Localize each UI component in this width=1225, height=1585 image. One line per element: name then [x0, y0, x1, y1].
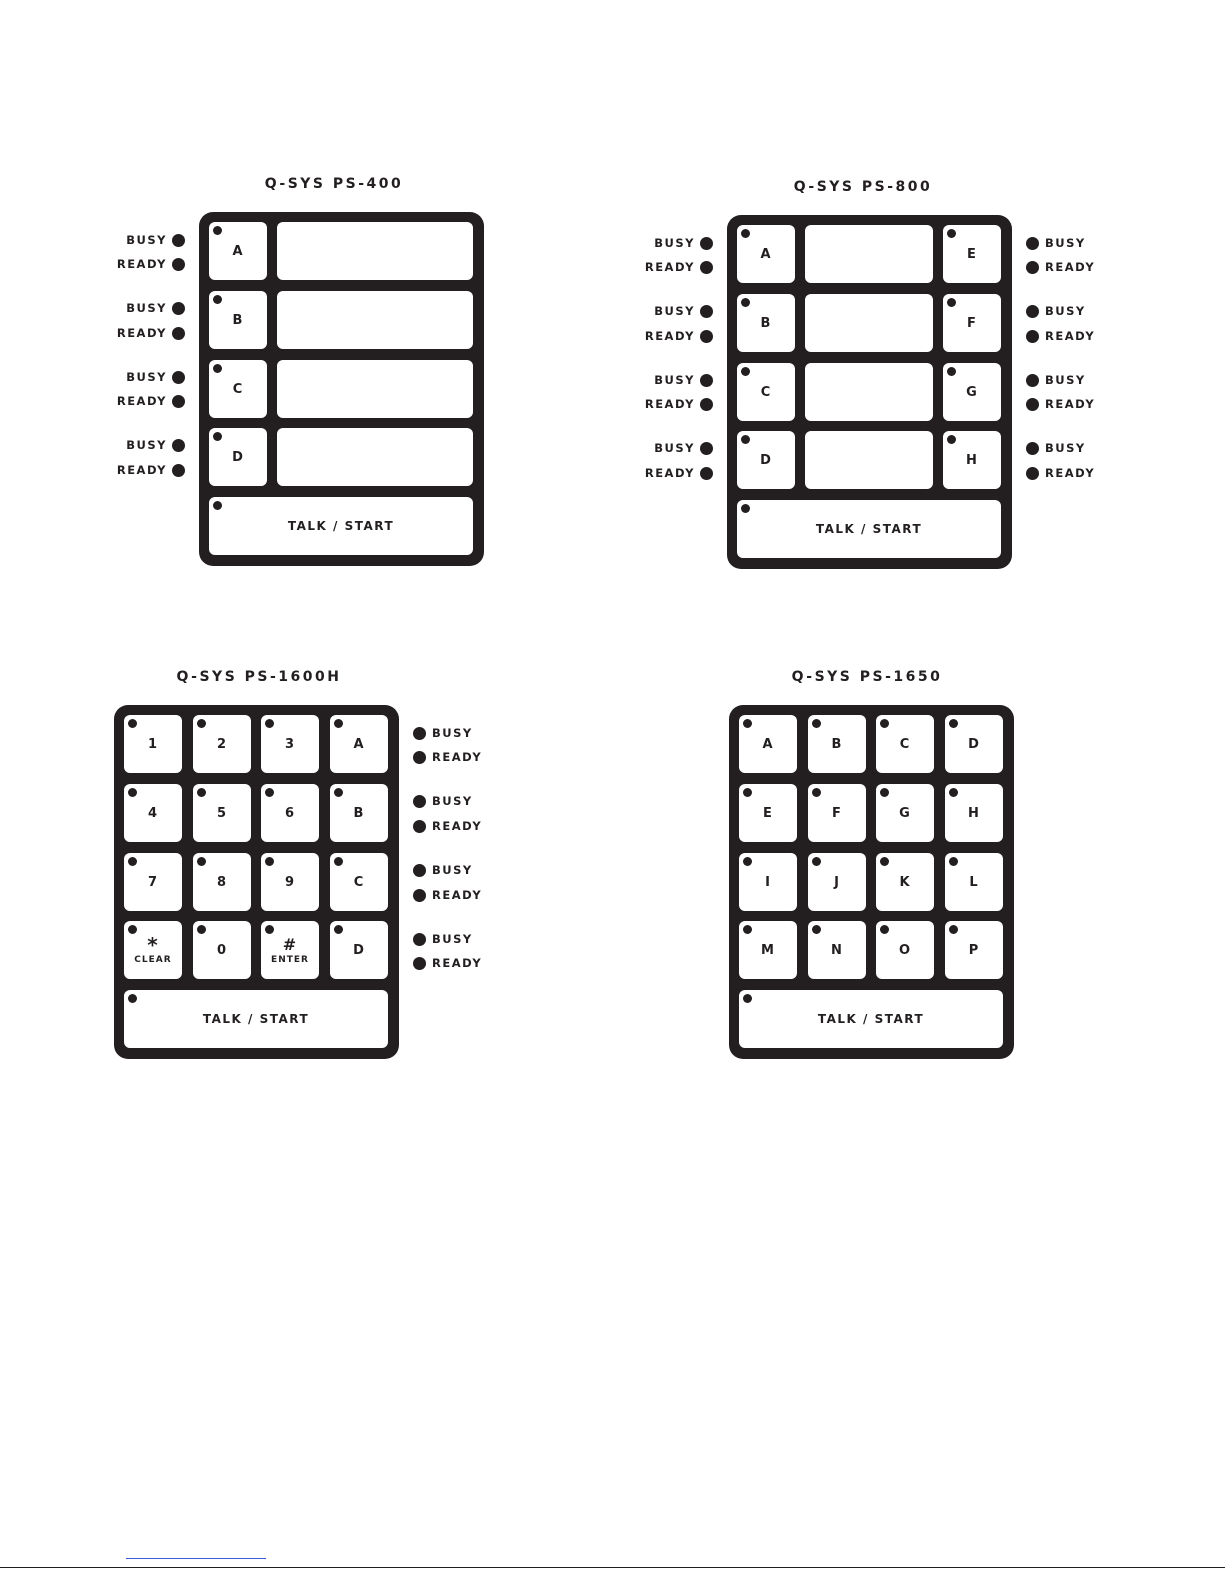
ps1600h-key-c[interactable] — [330, 853, 388, 911]
ps800-right-busy-indicator-1 — [1026, 235, 1086, 251]
ps1650-key-g[interactable] — [876, 784, 934, 842]
ps800-right-ready-indicator-4 — [1026, 465, 1095, 481]
key-label: K — [899, 874, 911, 890]
ps1600h-key-1[interactable] — [124, 715, 182, 773]
led-icon — [947, 298, 956, 307]
led-icon — [197, 857, 206, 866]
led-icon — [128, 788, 137, 797]
indicator-label: BUSY — [1045, 441, 1086, 455]
key-label: 5 — [216, 805, 228, 821]
ps1600h-key-enter[interactable] — [261, 921, 319, 979]
indicator-label: READY — [116, 257, 167, 271]
led-icon — [213, 432, 222, 441]
key-label: 2 — [216, 736, 228, 752]
ps1650-key-a[interactable] — [739, 715, 797, 773]
led-icon — [812, 788, 821, 797]
led-icon — [743, 857, 752, 866]
key-label: A — [762, 736, 774, 752]
ps800-title: Q-SYS PS-800 — [793, 179, 933, 195]
ps1600h-key-9[interactable] — [261, 853, 319, 911]
led-icon — [741, 229, 750, 238]
ps800-left-ready-indicator-4 — [645, 465, 713, 481]
ps800-left-busy-indicator-4 — [654, 440, 713, 456]
led-icon — [812, 925, 821, 934]
ps800-right-busy-indicator-2 — [1026, 303, 1086, 319]
led-icon — [743, 925, 752, 934]
status-dot-icon — [413, 864, 426, 877]
ps1600h-busy-indicator-1 — [413, 725, 473, 741]
ps1650-key-l[interactable] — [945, 853, 1003, 911]
ps800-left-busy-indicator-1 — [654, 235, 713, 251]
ps400-ready-indicator-1 — [117, 256, 185, 272]
key-label: G — [899, 805, 911, 821]
key-label: N — [831, 942, 843, 958]
status-dot-icon — [1026, 398, 1039, 411]
ps800-key-a[interactable] — [737, 225, 795, 283]
key-label: 7 — [147, 874, 159, 890]
led-icon — [741, 504, 750, 513]
ps1650-key-e[interactable] — [739, 784, 797, 842]
status-dot-icon — [700, 330, 713, 343]
led-icon — [265, 788, 274, 797]
ps400-title: Q-SYS PS-400 — [264, 176, 404, 192]
indicator-label: READY — [432, 888, 483, 902]
ps800-key-h[interactable] — [943, 431, 1001, 489]
led-icon — [334, 925, 343, 934]
led-icon — [949, 925, 958, 934]
indicator-label: BUSY — [126, 370, 167, 384]
led-icon — [812, 857, 821, 866]
led-icon — [812, 719, 821, 728]
key-label: H — [966, 452, 978, 468]
indicator-label: READY — [432, 750, 483, 764]
indicator-label: READY — [1045, 260, 1096, 274]
ps800-right-busy-indicator-3 — [1026, 372, 1086, 388]
key-label: 1 — [147, 736, 159, 752]
ps1600h-key-8[interactable] — [193, 853, 251, 911]
ps400-label-strip-a — [277, 222, 473, 280]
status-dot-icon — [413, 751, 426, 764]
indicator-label: READY — [432, 956, 483, 970]
status-dot-icon — [172, 258, 185, 271]
ps400-label-strip-c — [277, 360, 473, 418]
ps1650-key-c[interactable] — [876, 715, 934, 773]
indicator-label: READY — [644, 260, 695, 274]
status-dot-icon — [700, 261, 713, 274]
led-icon — [880, 788, 889, 797]
status-dot-icon — [413, 820, 426, 833]
ps1600h-key-clear[interactable] — [124, 921, 182, 979]
led-icon — [213, 501, 222, 510]
ps1650-key-d[interactable] — [945, 715, 1003, 773]
status-dot-icon — [172, 327, 185, 340]
ps800-right-ready-indicator-2 — [1026, 328, 1095, 344]
led-icon — [213, 226, 222, 235]
key-label: G — [966, 384, 978, 400]
status-dot-icon — [700, 398, 713, 411]
indicator-label: BUSY — [126, 301, 167, 315]
status-dot-icon — [172, 371, 185, 384]
ps800-key-g[interactable] — [943, 363, 1001, 421]
ps1650-talk-start-button[interactable] — [739, 990, 1003, 1048]
ps800-left-busy-indicator-2 — [654, 303, 713, 319]
ps1600h-ready-indicator-2 — [413, 818, 482, 834]
ps1650-key-j[interactable] — [808, 853, 866, 911]
key-label: 8 — [216, 874, 228, 890]
ps400-key-b[interactable] — [209, 291, 267, 349]
ps800-key-d[interactable] — [737, 431, 795, 489]
led-icon — [213, 364, 222, 373]
key-label: H — [968, 805, 980, 821]
indicator-label: BUSY — [432, 726, 473, 740]
asterisk-icon: * — [147, 932, 159, 957]
led-icon — [334, 719, 343, 728]
ps800-talk-start-button[interactable] — [737, 500, 1001, 558]
ps400-talk-start-button[interactable] — [209, 497, 473, 555]
ps1600h-key-d[interactable] — [330, 921, 388, 979]
key-label: B — [831, 736, 843, 752]
led-icon — [128, 857, 137, 866]
led-icon — [128, 925, 137, 934]
ps1600h-key-0[interactable] — [193, 921, 251, 979]
footer-divider — [0, 1567, 1225, 1568]
key-label: 0 — [216, 942, 228, 958]
ps1600h-busy-indicator-4 — [413, 931, 473, 947]
key-label: A — [353, 736, 365, 752]
status-dot-icon — [413, 727, 426, 740]
ps1650-key-h[interactable] — [945, 784, 1003, 842]
ps800-right-busy-indicator-4 — [1026, 440, 1086, 456]
led-icon — [265, 857, 274, 866]
ps1650-key-k[interactable] — [876, 853, 934, 911]
ps800-key-e[interactable] — [943, 225, 1001, 283]
ps800-key-c[interactable] — [737, 363, 795, 421]
indicator-label: BUSY — [126, 438, 167, 452]
key-label: TALK / START — [287, 519, 395, 533]
key-label: I — [765, 874, 771, 890]
ps1600h-key-7[interactable] — [124, 853, 182, 911]
led-icon — [743, 788, 752, 797]
key-label: D — [232, 449, 244, 465]
indicator-label: BUSY — [1045, 304, 1086, 318]
status-dot-icon — [1026, 467, 1039, 480]
key-label: 4 — [147, 805, 159, 821]
ps1600h-ready-indicator-1 — [413, 749, 482, 765]
status-dot-icon — [172, 234, 185, 247]
key-label: D — [968, 736, 980, 752]
status-dot-icon — [700, 467, 713, 480]
indicator-label: READY — [116, 394, 167, 408]
indicator-label: READY — [116, 326, 167, 340]
led-icon — [949, 788, 958, 797]
status-dot-icon — [413, 889, 426, 902]
ps800-key-b[interactable] — [737, 294, 795, 352]
key-label: TALK / START — [817, 1012, 925, 1026]
led-icon — [880, 857, 889, 866]
hash-icon: # — [282, 934, 298, 954]
ps400-key-c[interactable] — [209, 360, 267, 418]
status-dot-icon — [1026, 261, 1039, 274]
ps400-panel — [199, 212, 484, 566]
status-dot-icon — [1026, 237, 1039, 250]
key-label: F — [832, 805, 842, 821]
ps800-label-strip-4 — [805, 431, 933, 489]
ps1600h-busy-indicator-2 — [413, 793, 473, 809]
key-label: E — [967, 246, 977, 262]
key-label: E — [763, 805, 773, 821]
key-label: C — [232, 381, 244, 397]
ps1600h-key-4[interactable] — [124, 784, 182, 842]
key-label: C — [899, 736, 911, 752]
key-label: B — [760, 315, 772, 331]
ps800-label-strip-3 — [805, 363, 933, 421]
ps400-busy-indicator-1 — [126, 232, 185, 248]
key-label: O — [898, 942, 912, 958]
status-dot-icon — [413, 957, 426, 970]
status-dot-icon — [700, 442, 713, 455]
key-label: 6 — [284, 805, 296, 821]
status-dot-icon — [172, 302, 185, 315]
key-label: P — [968, 942, 980, 958]
ps1600h-key-b[interactable] — [330, 784, 388, 842]
ps1600h-key-2[interactable] — [193, 715, 251, 773]
led-icon — [949, 719, 958, 728]
indicator-label: BUSY — [1045, 373, 1086, 387]
ps800-right-ready-indicator-3 — [1026, 396, 1095, 412]
led-icon — [880, 719, 889, 728]
led-icon — [128, 994, 137, 1003]
status-dot-icon — [172, 395, 185, 408]
ps400-key-a[interactable] — [209, 222, 267, 280]
ps400-busy-indicator-2 — [126, 300, 185, 316]
ps800-panel — [727, 215, 1012, 569]
indicator-label: READY — [432, 819, 483, 833]
ps400-ready-indicator-2 — [117, 325, 185, 341]
ps800-label-strip-1 — [805, 225, 933, 283]
led-icon — [947, 367, 956, 376]
ps1650-title: Q-SYS PS-1650 — [791, 669, 943, 685]
indicator-label: BUSY — [432, 863, 473, 877]
ps800-key-f[interactable] — [943, 294, 1001, 352]
indicator-label: BUSY — [126, 233, 167, 247]
status-dot-icon — [1026, 305, 1039, 318]
ps800-label-strip-2 — [805, 294, 933, 352]
key-label: B — [353, 805, 365, 821]
key-label: TALK / START — [202, 1012, 310, 1026]
key-sublabel: ENTER — [271, 954, 309, 965]
indicator-label: BUSY — [654, 304, 695, 318]
ps800-left-ready-indicator-3 — [645, 396, 713, 412]
ps1600h-talk-start-button[interactable] — [124, 990, 388, 1048]
ps400-ready-indicator-4 — [117, 462, 185, 478]
status-dot-icon — [700, 305, 713, 318]
led-icon — [265, 719, 274, 728]
ps800-left-ready-indicator-1 — [645, 259, 713, 275]
indicator-label: READY — [644, 329, 695, 343]
led-icon — [947, 435, 956, 444]
ps1650-key-f[interactable] — [808, 784, 866, 842]
ps1650-key-n[interactable] — [808, 921, 866, 979]
key-label: 9 — [284, 874, 296, 890]
ps1600h-busy-indicator-3 — [413, 862, 473, 878]
led-icon — [741, 435, 750, 444]
ps1600h-key-5[interactable] — [193, 784, 251, 842]
ps1650-key-b[interactable] — [808, 715, 866, 773]
indicator-label: READY — [1045, 329, 1096, 343]
key-label: J — [834, 874, 840, 890]
status-dot-icon — [1026, 374, 1039, 387]
led-icon — [213, 295, 222, 304]
led-icon — [947, 229, 956, 238]
ps1650-key-i[interactable] — [739, 853, 797, 911]
key-label: C — [760, 384, 772, 400]
indicator-label: READY — [1045, 397, 1096, 411]
status-dot-icon — [700, 237, 713, 250]
ps400-label-strip-d — [277, 428, 473, 486]
ps400-ready-indicator-3 — [117, 393, 185, 409]
key-label: 3 — [284, 736, 296, 752]
ps400-key-d[interactable] — [209, 428, 267, 486]
ps1650-key-o[interactable] — [876, 921, 934, 979]
status-dot-icon — [1026, 442, 1039, 455]
key-sublabel: CLEAR — [134, 954, 172, 965]
led-icon — [197, 925, 206, 934]
led-icon — [334, 857, 343, 866]
ps800-left-ready-indicator-2 — [645, 328, 713, 344]
indicator-label: BUSY — [1045, 236, 1086, 250]
led-icon — [128, 719, 137, 728]
key-label: M — [761, 942, 775, 958]
key-label: A — [232, 243, 244, 259]
ps1600h-ready-indicator-4 — [413, 955, 482, 971]
footer-link-underline — [126, 1558, 266, 1559]
ps400-busy-indicator-3 — [126, 369, 185, 385]
indicator-label: BUSY — [654, 441, 695, 455]
status-dot-icon — [413, 933, 426, 946]
status-dot-icon — [700, 374, 713, 387]
key-label: TALK / START — [815, 522, 923, 536]
indicator-label: READY — [644, 397, 695, 411]
indicator-label: BUSY — [432, 794, 473, 808]
led-icon — [334, 788, 343, 797]
ps1600h-ready-indicator-3 — [413, 887, 482, 903]
ps400-label-strip-b — [277, 291, 473, 349]
led-icon — [197, 788, 206, 797]
key-label: A — [760, 246, 772, 262]
status-dot-icon — [172, 439, 185, 452]
ps1600h-key-6[interactable] — [261, 784, 319, 842]
led-icon — [743, 994, 752, 1003]
key-label: D — [353, 942, 365, 958]
indicator-label: READY — [644, 466, 695, 480]
indicator-label: BUSY — [432, 932, 473, 946]
led-icon — [880, 925, 889, 934]
key-label: B — [232, 312, 244, 328]
key-label: C — [353, 874, 365, 890]
ps1650-panel — [729, 705, 1014, 1059]
indicator-label: READY — [116, 463, 167, 477]
key-label: L — [969, 874, 979, 890]
led-icon — [265, 925, 274, 934]
key-label: D — [760, 452, 772, 468]
led-icon — [197, 719, 206, 728]
ps800-right-ready-indicator-1 — [1026, 259, 1095, 275]
indicator-label: BUSY — [654, 373, 695, 387]
led-icon — [743, 719, 752, 728]
key-label: F — [967, 315, 977, 331]
led-icon — [741, 298, 750, 307]
ps800-left-busy-indicator-3 — [654, 372, 713, 388]
status-dot-icon — [413, 795, 426, 808]
ps400-busy-indicator-4 — [126, 437, 185, 453]
ps1600h-key-3[interactable] — [261, 715, 319, 773]
status-dot-icon — [172, 464, 185, 477]
led-icon — [741, 367, 750, 376]
ps1650-key-m[interactable] — [739, 921, 797, 979]
ps1650-key-p[interactable] — [945, 921, 1003, 979]
ps1600h-key-a[interactable] — [330, 715, 388, 773]
ps1600h-panel — [114, 705, 399, 1059]
led-icon — [949, 857, 958, 866]
indicator-label: BUSY — [654, 236, 695, 250]
ps1600h-title: Q-SYS PS-1600H — [176, 669, 342, 685]
indicator-label: READY — [1045, 466, 1096, 480]
status-dot-icon — [1026, 330, 1039, 343]
